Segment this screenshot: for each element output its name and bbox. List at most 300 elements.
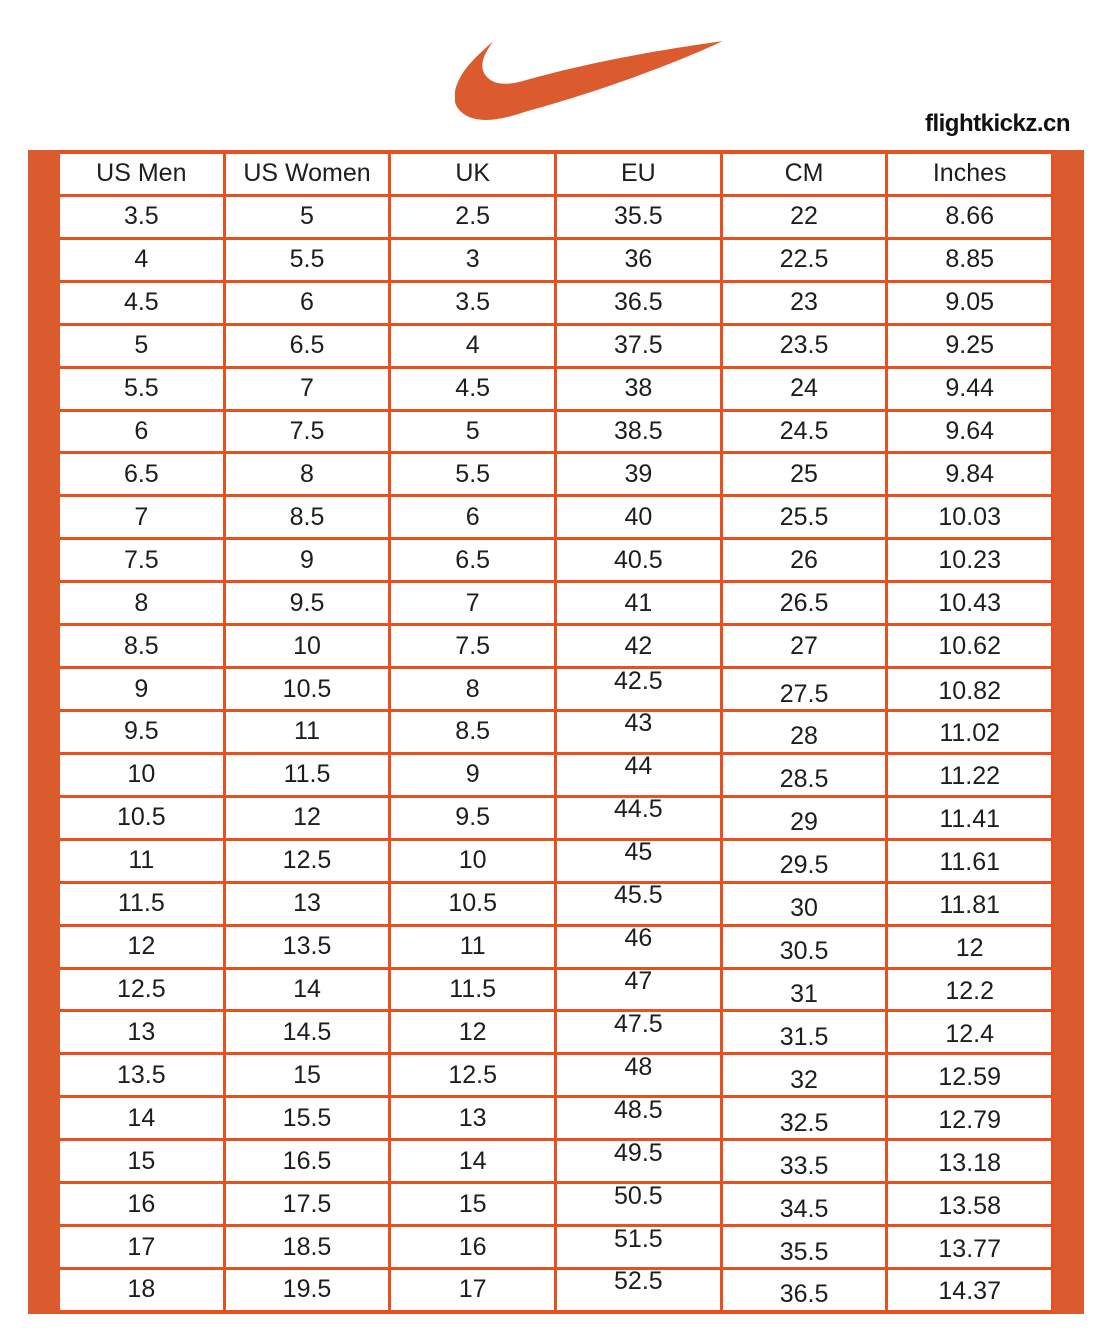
header-cell-uk bbox=[391, 154, 557, 194]
size-value: 8 bbox=[465, 674, 480, 703]
cell-inches bbox=[888, 927, 1054, 967]
size-value: 16.5 bbox=[282, 1146, 332, 1175]
size-value: 4.5 bbox=[123, 288, 159, 317]
cell-cm bbox=[723, 326, 889, 366]
size-value: 7.5 bbox=[289, 416, 325, 445]
table-row bbox=[60, 583, 1054, 626]
size-value: 10 bbox=[127, 760, 156, 789]
cell-cm bbox=[723, 841, 889, 881]
cell-uk bbox=[391, 798, 557, 838]
cell-uk bbox=[391, 369, 557, 409]
table-row bbox=[60, 1267, 1054, 1314]
size-value: 9 bbox=[465, 760, 480, 789]
cell-us-men bbox=[60, 497, 226, 537]
size-value: 14 bbox=[458, 1146, 487, 1175]
cell-us-men bbox=[60, 1141, 226, 1181]
cell-us-men bbox=[60, 326, 226, 366]
size-value: 42.5 bbox=[614, 666, 663, 695]
size-value: 30 bbox=[790, 894, 818, 923]
cell-cm bbox=[723, 927, 889, 967]
cell-eu bbox=[557, 1009, 723, 1052]
size-value: 46 bbox=[624, 924, 653, 953]
table-row bbox=[60, 1181, 1054, 1227]
cell-uk bbox=[391, 1270, 557, 1310]
size-value: 36.5 bbox=[779, 1280, 829, 1309]
cell-uk bbox=[391, 884, 557, 924]
size-value: 6 bbox=[300, 288, 314, 317]
size-value: 3.5 bbox=[455, 288, 491, 317]
cell-us-women bbox=[226, 1098, 392, 1138]
size-value: 17 bbox=[458, 1275, 487, 1304]
cell-us-women bbox=[226, 927, 392, 967]
cell-inches bbox=[888, 283, 1054, 323]
column-label: US Men bbox=[96, 159, 187, 188]
right-accent-bar bbox=[1054, 150, 1084, 1314]
size-value: 7.5 bbox=[455, 631, 491, 660]
size-value: 9.5 bbox=[289, 588, 325, 617]
cell-inches bbox=[888, 1184, 1054, 1224]
size-value: 7 bbox=[134, 502, 149, 531]
size-value: 34.5 bbox=[779, 1194, 829, 1223]
size-value: 10.03 bbox=[938, 502, 1001, 531]
size-value: 6 bbox=[134, 416, 149, 445]
cell-us-women bbox=[226, 412, 392, 452]
cell-eu bbox=[557, 709, 723, 752]
column-label: US Women bbox=[243, 159, 371, 188]
cell-cm bbox=[723, 497, 889, 537]
header-cell-eu bbox=[557, 154, 723, 194]
cell-cm bbox=[723, 1098, 889, 1138]
cell-inches bbox=[888, 1098, 1054, 1138]
size-value: 13.77 bbox=[938, 1234, 1001, 1263]
cell-cm bbox=[723, 1227, 889, 1267]
cell-cm bbox=[723, 884, 889, 924]
size-value: 8 bbox=[134, 588, 149, 617]
cell-inches bbox=[888, 841, 1054, 881]
cell-cm bbox=[723, 540, 889, 580]
size-value: 13.5 bbox=[282, 932, 332, 961]
cell-us-women bbox=[226, 841, 392, 881]
size-value: 42 bbox=[624, 631, 653, 660]
column-label: EU bbox=[620, 159, 656, 188]
size-value: 15 bbox=[127, 1146, 156, 1175]
cell-uk bbox=[391, 1012, 557, 1052]
cell-us-women bbox=[226, 626, 392, 666]
size-value: 38.5 bbox=[614, 416, 663, 445]
cell-us-men bbox=[60, 841, 226, 881]
size-value: 11 bbox=[459, 932, 486, 961]
size-value: 50.5 bbox=[614, 1181, 663, 1210]
cell-eu bbox=[557, 1095, 723, 1138]
table-row bbox=[60, 454, 1054, 497]
cell-cm bbox=[723, 1141, 889, 1181]
size-value: 11.5 bbox=[283, 760, 331, 789]
size-value: 4.5 bbox=[455, 374, 491, 403]
table-row bbox=[60, 497, 1054, 540]
size-value: 5 bbox=[465, 416, 480, 445]
size-value: 9.5 bbox=[455, 803, 491, 832]
table-row bbox=[60, 752, 1054, 798]
cell-uk bbox=[391, 1141, 557, 1181]
size-value: 31 bbox=[790, 979, 818, 1008]
cell-cm bbox=[723, 669, 889, 709]
cell-eu bbox=[557, 540, 723, 580]
size-value: 33.5 bbox=[779, 1151, 829, 1180]
size-value: 44 bbox=[624, 752, 653, 781]
size-value: 24.5 bbox=[779, 416, 829, 445]
size-value: 22.5 bbox=[779, 245, 829, 274]
cell-eu bbox=[557, 369, 723, 409]
cell-cm bbox=[723, 1055, 889, 1095]
cell-cm bbox=[723, 712, 889, 752]
table-row bbox=[60, 838, 1054, 884]
cell-cm bbox=[723, 970, 889, 1010]
cell-uk bbox=[391, 755, 557, 795]
cell-eu bbox=[557, 497, 723, 537]
cell-us-men bbox=[60, 884, 226, 924]
cell-cm bbox=[723, 1270, 889, 1310]
size-value: 5.5 bbox=[289, 245, 325, 274]
size-value: 16 bbox=[458, 1232, 487, 1261]
size-value: 47.5 bbox=[614, 1009, 663, 1038]
cell-eu bbox=[557, 326, 723, 366]
size-value: 13.18 bbox=[938, 1148, 1001, 1177]
size-value: 14 bbox=[127, 1103, 156, 1132]
size-value: 45.5 bbox=[614, 881, 663, 910]
size-value: 36 bbox=[624, 245, 653, 274]
size-value: 32 bbox=[790, 1065, 818, 1094]
size-value: 14 bbox=[293, 974, 321, 1003]
size-value: 25 bbox=[790, 459, 818, 488]
table-row bbox=[60, 1224, 1054, 1270]
size-value: 13.58 bbox=[938, 1191, 1001, 1220]
cell-cm bbox=[723, 1012, 889, 1052]
cell-eu bbox=[557, 240, 723, 280]
table-row bbox=[60, 924, 1054, 970]
size-value: 27 bbox=[790, 631, 818, 660]
size-value: 12 bbox=[458, 1017, 487, 1046]
size-value: 17.5 bbox=[282, 1189, 332, 1218]
size-value: 9.44 bbox=[945, 374, 995, 403]
cell-us-men bbox=[60, 583, 226, 623]
size-value: 8.5 bbox=[289, 502, 325, 531]
size-value: 11.02 bbox=[939, 719, 1001, 748]
size-value: 23 bbox=[790, 288, 818, 317]
cell-us-men bbox=[60, 669, 226, 709]
size-value: 11.61 bbox=[939, 848, 1001, 877]
size-value: 11.41 bbox=[939, 805, 1001, 834]
size-value: 12.5 bbox=[448, 1060, 498, 1089]
size-value: 49.5 bbox=[614, 1138, 663, 1167]
cell-us-women bbox=[226, 583, 392, 623]
cell-eu bbox=[557, 1224, 723, 1267]
size-value: 39 bbox=[624, 459, 653, 488]
cell-eu bbox=[557, 454, 723, 494]
size-value: 12 bbox=[293, 803, 321, 832]
cell-inches bbox=[888, 798, 1054, 838]
cell-inches bbox=[888, 497, 1054, 537]
size-value: 40.5 bbox=[614, 545, 663, 574]
cell-eu bbox=[557, 666, 723, 709]
table-row bbox=[60, 197, 1054, 240]
cell-cm bbox=[723, 197, 889, 237]
size-value: 47 bbox=[624, 966, 653, 995]
cell-inches bbox=[888, 1055, 1054, 1095]
cell-inches bbox=[888, 540, 1054, 580]
cell-inches bbox=[888, 626, 1054, 666]
size-value: 31.5 bbox=[779, 1022, 829, 1051]
size-value: 8.5 bbox=[455, 717, 491, 746]
size-value: 36.5 bbox=[614, 288, 663, 317]
size-value: 3 bbox=[465, 245, 480, 274]
cell-us-women bbox=[226, 755, 392, 795]
cell-uk bbox=[391, 497, 557, 537]
cell-eu bbox=[557, 966, 723, 1010]
cell-inches bbox=[888, 884, 1054, 924]
cell-us-men bbox=[60, 369, 226, 409]
site-watermark: flightkickz.cn bbox=[924, 110, 1070, 137]
cell-uk bbox=[391, 283, 557, 323]
size-value: 13 bbox=[127, 1017, 156, 1046]
cell-uk bbox=[391, 841, 557, 881]
cell-us-women bbox=[226, 669, 392, 709]
swoosh-icon bbox=[455, 41, 723, 120]
size-value: 4 bbox=[465, 331, 480, 360]
size-value: 43 bbox=[624, 709, 653, 738]
cell-cm bbox=[723, 583, 889, 623]
cell-inches bbox=[888, 197, 1054, 237]
cell-us-women bbox=[226, 884, 392, 924]
size-value: 9.64 bbox=[945, 416, 995, 445]
size-value: 19.5 bbox=[282, 1275, 332, 1304]
cell-uk bbox=[391, 970, 557, 1010]
size-value: 8.5 bbox=[123, 631, 159, 660]
size-value: 10.82 bbox=[938, 676, 1001, 705]
cell-us-men bbox=[60, 540, 226, 580]
cell-inches bbox=[888, 970, 1054, 1010]
size-value: 7.5 bbox=[123, 545, 159, 574]
column-label: UK bbox=[455, 159, 491, 188]
cell-inches bbox=[888, 1227, 1054, 1267]
table-row bbox=[60, 881, 1054, 927]
size-value: 35.5 bbox=[779, 1237, 829, 1266]
cell-inches bbox=[888, 755, 1054, 795]
cell-us-men bbox=[60, 197, 226, 237]
cell-eu bbox=[557, 1138, 723, 1181]
column-label: Inches bbox=[932, 159, 1007, 188]
size-value: 28.5 bbox=[779, 765, 829, 794]
table-row bbox=[60, 709, 1054, 755]
cell-us-men bbox=[60, 240, 226, 280]
cell-us-men bbox=[60, 626, 226, 666]
table-header-row bbox=[60, 154, 1054, 197]
size-value: 5 bbox=[300, 202, 314, 231]
size-value: 9.05 bbox=[945, 288, 995, 317]
header-cell-inches bbox=[888, 154, 1054, 194]
cell-inches bbox=[888, 412, 1054, 452]
cell-us-men bbox=[60, 1270, 226, 1310]
cell-cm bbox=[723, 369, 889, 409]
cell-inches bbox=[888, 326, 1054, 366]
size-value: 10.23 bbox=[938, 545, 1001, 574]
size-value: 12.59 bbox=[938, 1062, 1001, 1091]
cell-us-men bbox=[60, 1098, 226, 1138]
size-value: 8.66 bbox=[945, 202, 995, 231]
cell-eu bbox=[557, 795, 723, 838]
size-value: 17 bbox=[127, 1232, 156, 1261]
table-row bbox=[60, 369, 1054, 412]
size-value: 12.2 bbox=[945, 976, 995, 1005]
cell-us-women bbox=[226, 1141, 392, 1181]
cell-inches bbox=[888, 240, 1054, 280]
cell-uk bbox=[391, 1098, 557, 1138]
size-value: 23.5 bbox=[779, 331, 829, 360]
size-value: 6 bbox=[465, 502, 480, 531]
size-value: 10.5 bbox=[117, 803, 166, 832]
cell-uk bbox=[391, 927, 557, 967]
cell-cm bbox=[723, 626, 889, 666]
size-value: 9.25 bbox=[945, 331, 995, 360]
size-value: 9.84 bbox=[945, 459, 995, 488]
cell-cm bbox=[723, 798, 889, 838]
cell-us-men bbox=[60, 798, 226, 838]
size-value: 3.5 bbox=[123, 202, 159, 231]
size-value: 10.5 bbox=[448, 889, 498, 918]
table-row bbox=[60, 1138, 1054, 1184]
size-value: 11.81 bbox=[939, 891, 1001, 920]
size-value: 11.22 bbox=[939, 762, 1001, 791]
cell-us-men bbox=[60, 927, 226, 967]
size-conversion-table bbox=[28, 150, 1084, 1314]
size-value: 52.5 bbox=[614, 1267, 663, 1296]
cell-eu bbox=[557, 1052, 723, 1095]
size-value: 30.5 bbox=[779, 937, 829, 966]
cell-eu bbox=[557, 197, 723, 237]
cell-cm bbox=[723, 1184, 889, 1224]
cell-uk bbox=[391, 583, 557, 623]
cell-inches bbox=[888, 1141, 1054, 1181]
size-value: 10.43 bbox=[938, 588, 1001, 617]
size-value: 15 bbox=[458, 1189, 487, 1218]
size-value: 9.5 bbox=[123, 717, 159, 746]
size-value: 38 bbox=[624, 374, 653, 403]
cell-cm bbox=[723, 240, 889, 280]
size-value: 5.5 bbox=[455, 459, 491, 488]
size-value: 7 bbox=[300, 374, 314, 403]
size-value: 2.5 bbox=[455, 202, 491, 231]
size-value: 11 bbox=[128, 846, 155, 875]
cell-eu bbox=[557, 283, 723, 323]
size-value: 35.5 bbox=[614, 202, 663, 231]
size-value: 13 bbox=[293, 889, 321, 918]
cell-eu bbox=[557, 924, 723, 967]
cell-us-men bbox=[60, 283, 226, 323]
cell-us-women bbox=[226, 1227, 392, 1267]
table-row bbox=[60, 795, 1054, 841]
cell-us-men bbox=[60, 970, 226, 1010]
cell-inches bbox=[888, 454, 1054, 494]
size-value: 8.85 bbox=[945, 245, 995, 274]
cell-us-women bbox=[226, 283, 392, 323]
size-value: 8 bbox=[300, 459, 314, 488]
cell-us-women bbox=[226, 1012, 392, 1052]
size-value: 24 bbox=[790, 374, 818, 403]
size-value: 26 bbox=[790, 545, 818, 574]
size-value: 9 bbox=[134, 674, 149, 703]
size-value: 10.5 bbox=[282, 674, 332, 703]
size-value: 51.5 bbox=[614, 1224, 663, 1253]
table-row bbox=[60, 1009, 1054, 1055]
cell-inches bbox=[888, 669, 1054, 709]
size-value: 11.5 bbox=[117, 889, 165, 918]
cell-uk bbox=[391, 240, 557, 280]
size-value: 18 bbox=[127, 1275, 156, 1304]
size-value: 32.5 bbox=[779, 1108, 829, 1137]
size-value: 37.5 bbox=[614, 331, 663, 360]
size-value: 10.62 bbox=[938, 631, 1001, 660]
size-value: 48 bbox=[624, 1052, 653, 1081]
cell-inches bbox=[888, 369, 1054, 409]
cell-uk bbox=[391, 1184, 557, 1224]
cell-cm bbox=[723, 412, 889, 452]
cell-us-women bbox=[226, 326, 392, 366]
size-value: 5.5 bbox=[123, 374, 159, 403]
cell-us-women bbox=[226, 454, 392, 494]
cell-cm bbox=[723, 454, 889, 494]
cell-us-women bbox=[226, 970, 392, 1010]
size-value: 29.5 bbox=[779, 851, 829, 880]
cell-uk bbox=[391, 669, 557, 709]
size-value: 12 bbox=[127, 932, 156, 961]
cell-uk bbox=[391, 412, 557, 452]
cell-eu bbox=[557, 1181, 723, 1224]
cell-inches bbox=[888, 1012, 1054, 1052]
cell-eu bbox=[557, 626, 723, 666]
cell-uk bbox=[391, 454, 557, 494]
size-value: 14.37 bbox=[938, 1277, 1001, 1306]
cell-eu bbox=[557, 583, 723, 623]
size-value: 11.5 bbox=[449, 974, 497, 1003]
size-value: 18.5 bbox=[282, 1232, 332, 1261]
size-value: 11 bbox=[294, 717, 320, 746]
size-value: 12.4 bbox=[945, 1019, 995, 1048]
cell-us-women bbox=[226, 1270, 392, 1310]
cell-us-women bbox=[226, 540, 392, 580]
cell-uk bbox=[391, 326, 557, 366]
cell-us-women bbox=[226, 197, 392, 237]
cell-us-men bbox=[60, 1227, 226, 1267]
cell-eu bbox=[557, 838, 723, 881]
cell-us-men bbox=[60, 712, 226, 752]
size-value: 12 bbox=[955, 934, 984, 963]
cell-inches bbox=[888, 712, 1054, 752]
cell-us-men bbox=[60, 755, 226, 795]
nike-swoosh-logo bbox=[455, 28, 725, 120]
table-row bbox=[60, 540, 1054, 583]
size-value: 12.5 bbox=[282, 846, 332, 875]
cell-eu bbox=[557, 752, 723, 795]
cell-uk bbox=[391, 197, 557, 237]
table-row bbox=[60, 626, 1054, 669]
size-value: 10 bbox=[293, 631, 321, 660]
size-value: 25.5 bbox=[779, 502, 829, 531]
size-value: 40 bbox=[624, 502, 653, 531]
cell-uk bbox=[391, 626, 557, 666]
table-row bbox=[60, 283, 1054, 326]
cell-eu bbox=[557, 412, 723, 452]
cell-us-women bbox=[226, 240, 392, 280]
column-label: CM bbox=[784, 159, 824, 188]
